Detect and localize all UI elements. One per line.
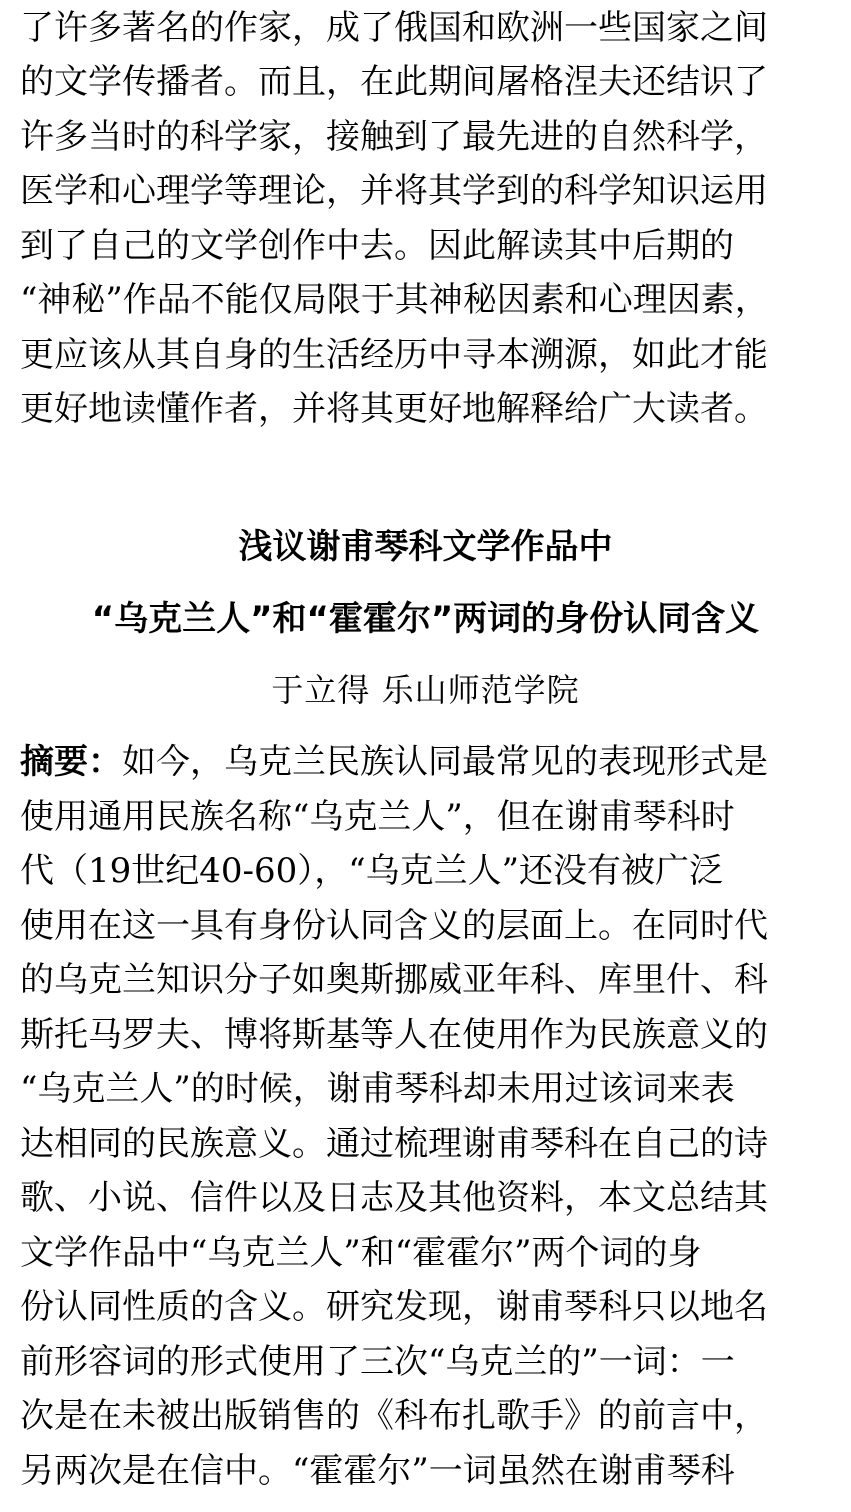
abstract-text: 如今，乌克兰民族认同最常见的表现形式是	[122, 742, 768, 782]
abstract-line: 的乌克兰知识分子如奥斯挪威亚年科、库里什、科	[20, 960, 768, 1000]
abstract-line: 歌、小说、信件以及日志及其他资料，本文总结其	[20, 1178, 768, 1218]
paragraph-line: 到了自己的文学创作中去。因此解读其中后期的	[20, 226, 734, 266]
abstract-line: 达相同的民族意义。通过梳理谢甫琴科在自己的诗	[20, 1124, 768, 1164]
abstract-line: 次是在未被出版销售的《科布扎歌手》的前言中，	[20, 1396, 768, 1436]
article-author: 于立得 乐山师范学院	[271, 671, 580, 709]
abstract-line: 份认同性质的含义。研究发现，谢甫琴科只以地名	[20, 1287, 768, 1327]
paragraph-line: 医学和心理学等理论，并将其学到的科学知识运用	[20, 171, 768, 211]
paragraph-line: 更应该从其自身的生活经历中寻本溯源，如此才能	[20, 335, 768, 375]
paragraph-line: 的文学传播者。而且，在此期间屠格涅夫还结识了	[20, 62, 768, 102]
abstract-line: 代（19世纪40-60），“乌克兰人”还没有被广泛	[20, 851, 724, 891]
paragraph-line: 更好地读懂作者，并将其更好地解释给广大读者。	[20, 389, 768, 429]
abstract-label: 摘要：	[20, 742, 122, 782]
paragraph-line: 许多当时的科学家，接触到了最先进的自然科学，	[20, 117, 768, 157]
abstract-line: 使用通用民族名称“乌克兰人”，但在谢甫琴科时	[20, 797, 735, 837]
article-title-line-1: 浅议谢甫琴科文学作品中	[238, 527, 613, 567]
abstract-line: “乌克兰人”的时候，谢甫琴科却未用过该词来表	[20, 1069, 735, 1109]
abstract-line: 另两次是在信中。“霍霍尔”一词虽然在谢甫琴科	[20, 1451, 735, 1491]
abstract-first-line	[20, 735, 851, 789]
paragraph-line: 了许多著名的作家，成了俄国和欧洲一些国家之间	[20, 8, 768, 48]
abstract-line: 斯托马罗夫、博将斯基等人在使用作为民族意义的	[20, 1015, 768, 1055]
abstract-line: 文学作品中“乌克兰人”和“霍霍尔”两个词的身	[20, 1233, 702, 1273]
abstract-line: 前形容词的形式使用了三次“乌克兰的”一词：一	[20, 1342, 735, 1382]
paragraph-line: “神秘”作品不能仅局限于其神秘因素和心理因素，	[20, 280, 769, 320]
article-title-line-2: “乌克兰人”和“霍霍尔”两词的身份认同含义	[91, 599, 760, 639]
abstract-line: 使用在这一具有身份认同含义的层面上。在同时代	[20, 906, 768, 946]
